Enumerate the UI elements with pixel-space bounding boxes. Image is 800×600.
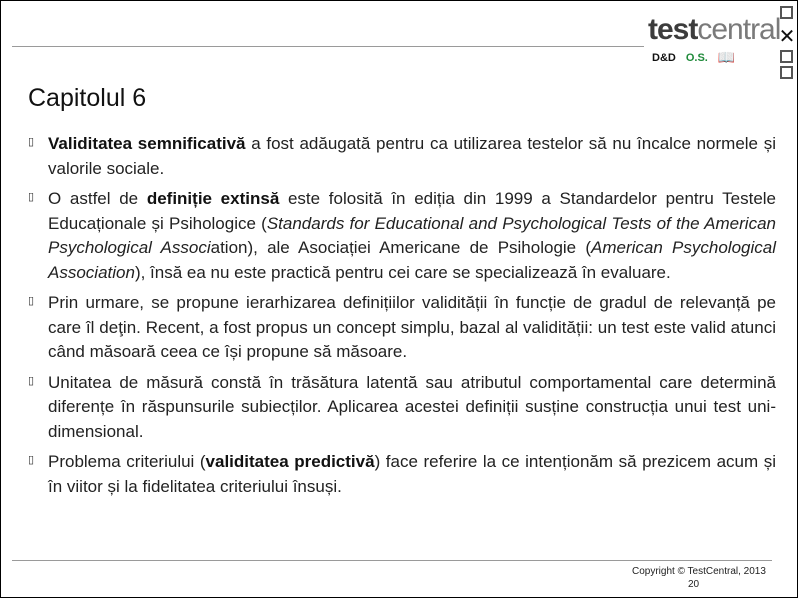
text-segment: definiție extinsă bbox=[146, 189, 280, 208]
list-item bbox=[28, 187, 776, 285]
bullet-text bbox=[48, 371, 776, 445]
testcentral-logo bbox=[648, 13, 781, 70]
book-logo-icon: 📖 bbox=[717, 49, 736, 65]
text-segment: este folosită în ediția din 1999 a Standardelor pentru Testele Educaționale și Psihologice ( bbox=[48, 189, 777, 233]
text-segment: a fost adăugată pentru ca utilizarea testelor să nu încalce normele și valorile sociale. bbox=[48, 134, 776, 178]
page-title: Capitolul 6 bbox=[28, 84, 147, 112]
list-item bbox=[28, 450, 776, 499]
restore-button[interactable] bbox=[780, 50, 793, 63]
text-segment: ) face referire la ce intenționăm să prezicem acum și în viitor și la fidelitatea criteriului însuși. bbox=[48, 452, 776, 496]
os-logo-icon: O.S. bbox=[685, 51, 708, 64]
copyright-text: Copyright © TestCentral, 2013 bbox=[632, 566, 766, 577]
maximize-button[interactable] bbox=[780, 66, 793, 79]
page-number: 20 bbox=[688, 579, 700, 590]
text-segment: validitatea predictivă bbox=[205, 452, 375, 471]
bullet-list bbox=[28, 132, 776, 505]
bullet-icon: ▯ bbox=[28, 191, 35, 203]
list-item bbox=[28, 132, 776, 181]
header-divider bbox=[12, 46, 644, 47]
bullet-text bbox=[48, 187, 776, 285]
logo-test: test bbox=[648, 13, 698, 46]
bullet-icon: ▯ bbox=[28, 295, 35, 307]
logo-central: central bbox=[697, 13, 781, 46]
partner-logos bbox=[648, 49, 778, 66]
bullet-icon: ▯ bbox=[28, 374, 35, 387]
close-button[interactable]: ✕ bbox=[778, 26, 796, 48]
minimize-button[interactable] bbox=[780, 6, 793, 19]
bullet-text bbox=[48, 291, 776, 365]
text-segment: American Psychological Association bbox=[48, 238, 776, 282]
bullet-icon: ▯ bbox=[28, 454, 35, 466]
list-item bbox=[28, 291, 776, 365]
bullet-icon: ▯ bbox=[28, 136, 35, 148]
list-item bbox=[28, 371, 776, 445]
text-segment: ation), ale Asociației Americane de Psihologie ( bbox=[210, 238, 592, 257]
footer-divider bbox=[12, 560, 772, 561]
text-segment: Unitatea de măsură constă în trăsătura latentă sau atributul comportamental care determină diferențe în răspunsurile subiecților. Aplicarea acestei definiții susține construcția unui test uni-dimensional. bbox=[48, 372, 776, 441]
text-segment: ), însă ea nu este practică pentru cei care se specializează în evaluare. bbox=[134, 262, 671, 282]
bullet-text bbox=[48, 450, 776, 499]
text-segment: Problema criteriului ( bbox=[48, 452, 206, 471]
text-segment: Validitatea semnificativă bbox=[48, 134, 246, 153]
text-segment: Prin urmare, se propune ierarhizarea definițiilor validității în funcție de gradul de relevanță pe care îl deţin. Recent, a fost propus un concept simplu, bazal al validității: un test este valid atunci când măsoară ceea ce își propune să măsoare. bbox=[48, 293, 776, 361]
text-segment: Standards for Educational and Psychological Tests of the American Psychological Associ bbox=[48, 213, 776, 257]
logo-wordmark bbox=[648, 13, 781, 46]
bullet-text bbox=[48, 132, 776, 181]
dd-logo-icon: D&D bbox=[652, 51, 676, 64]
text-segment: O astfel de bbox=[48, 189, 147, 208]
